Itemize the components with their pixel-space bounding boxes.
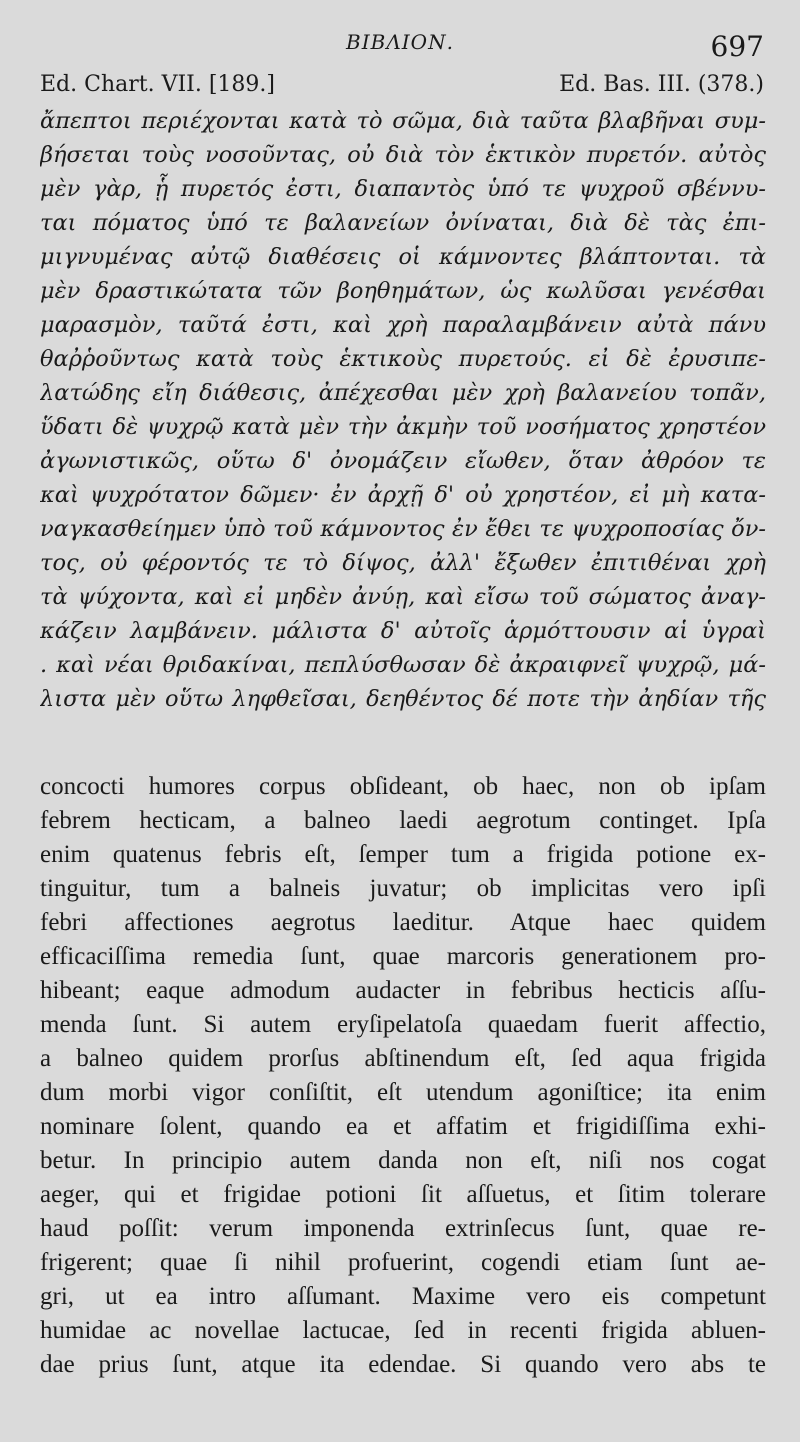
latin-text-line: nominare ſolent, quando ea et affatim et frigidiſſima exhi- bbox=[40, 1113, 766, 1140]
edition-line bbox=[40, 72, 764, 97]
greek-text-line: ναγκασθείημεν ὑπὸ τοῦ κάμνοντος ἐν ἔθει τε ψυχροποσίας ὄν- bbox=[40, 516, 766, 542]
latin-text-line: a balneo quidem prorſus abſtinendum eſt, ſed aqua frigida bbox=[40, 1045, 766, 1072]
edition-basel-reference: Ed. Bas. III. (378.) bbox=[559, 72, 764, 97]
latin-text-line: gri, ut ea intro aſſumant. Maxime vero eis competunt bbox=[40, 1283, 766, 1310]
greek-text-line: ἄπεπτοι περιέχονται κατὰ τὸ σῶμα, διὰ ταῦτα βλαβῆναι συμ- bbox=[40, 108, 766, 134]
greek-text-line: λιστα μὲν οὕτω ληφθεῖσαι, δεηθέντος δέ ποτε τὴν ἀηδίαν τῆς bbox=[40, 686, 766, 712]
latin-text-line: frigerent; quae ſi nihil profuerint, cogendi etiam ſunt ae- bbox=[40, 1249, 766, 1276]
greek-text-line: ται πόματος ὑπό τε βαλανείων ὀνίναται, διὰ δὲ τὰς ἐπι- bbox=[40, 210, 766, 236]
latin-text-line: haud poſſit: verum imponenda extrinſecus ſunt, quae re- bbox=[40, 1215, 766, 1242]
greek-text-line: θαῤῥοῦντως κατὰ τοὺς ἑκτικοὺς πυρετούς. εἰ δὲ ἐρυσιπε- bbox=[40, 346, 766, 372]
running-title: ΒΙΒΛΙΟΝ. bbox=[346, 30, 454, 54]
latin-text-line: aeger, qui et frigidae potioni ſit aſſuetus, et ſitim tolerare bbox=[40, 1181, 766, 1208]
latin-text-line: febrem hecticam, a balneo laedi aegrotum continget. Ipſa bbox=[40, 807, 766, 834]
greek-text-line: μὲν γὰρ, ᾗ πυρετός ἐστι, διαπαντὸς ὑπό τε ψυχροῦ σβέννυ- bbox=[40, 176, 766, 202]
latin-text-line: tinguitur, tum a balneis juvatur; ob implicitas vero ipſi bbox=[40, 875, 766, 902]
greek-text-line: μιγνυμένας αὐτῷ διαθέσεις οἱ κάμνοντες βλάπτονται. τὰ bbox=[40, 244, 766, 270]
latin-text-line: hibeant; eaque admodum audacter in febribus hecticis aſſu- bbox=[40, 977, 766, 1004]
latin-text-line: dum morbi vigor conſiſtit, eſt utendum agoniſtice; ita enim bbox=[40, 1079, 766, 1106]
latin-text-line: dae prius ſunt, atque ita edendae. Si quando vero abs te bbox=[40, 1351, 766, 1378]
greek-text-line: ὕδατι δὲ ψυχρῷ κατὰ μὲν τὴν ἀκμὴν τοῦ νοσήματος χρηστέον bbox=[40, 414, 766, 440]
greek-text-line: κάζειν λαμβάνειν. μάλιστα δ' αὐτοῖς ἁρμόττουσιν αἱ ὑγραὶ bbox=[40, 618, 766, 644]
greek-text-line: . καὶ νέαι θριδακίναι, πεπλύσθωσαν δὲ ἀκραιφνεῖ ψυχρῷ, μά- bbox=[40, 652, 766, 678]
latin-text-block bbox=[40, 770, 766, 1382]
greek-text-line: ἀγωνιστικῶς, οὕτω δ' ὀνομάζειν εἴωθεν, ὅταν ἀθρόον τε bbox=[40, 448, 766, 474]
greek-text-line: τος, οὐ φέροντός τε τὸ δίψος, ἀλλ' ἔξωθεν ἐπιτιθέναι χρὴ bbox=[40, 550, 766, 576]
greek-text-block bbox=[40, 104, 766, 716]
latin-text-line: enim quatenus febris eſt, ſemper tum a frigida potione ex- bbox=[40, 841, 766, 868]
greek-text-line: μαρασμὸν, ταῦτά ἐστι, καὶ χρὴ παραλαμβάνειν αὐτὰ πάνυ bbox=[40, 312, 766, 338]
greek-text-line: τὰ ψύχοντα, καὶ εἰ μηδὲν ἀνύῃ, καὶ εἴσω τοῦ σώματος ἀναγ- bbox=[40, 584, 766, 610]
greek-text-line: λατώδης εἴη διάθεσις, ἀπέχεσθαι μὲν χρὴ βαλανείου τοπᾶν, bbox=[40, 380, 766, 406]
latin-text-line: betur. In principio autem danda non eſt, niſi nos cogat bbox=[40, 1147, 766, 1174]
page-number: 697 bbox=[710, 30, 764, 63]
greek-text-line: καὶ ψυχρότατον δῶμεν· ἐν ἀρχῇ δ' οὐ χρηστέον, εἰ μὴ κατα- bbox=[40, 482, 766, 508]
latin-text-line: efficaciſſima remedia ſunt, quae marcoris generationem pro- bbox=[40, 943, 766, 970]
latin-text-line: humidae ac novellae lactucae, ſed in recenti frigida abluen- bbox=[40, 1317, 766, 1344]
greek-text-line: βήσεται τοὺς νοσοῦντας, οὐ διὰ τὸν ἑκτικὸν πυρετόν. αὐτὸς bbox=[40, 142, 766, 168]
latin-text-line: febri affectiones aegrotus laeditur. Atque haec quidem bbox=[40, 909, 766, 936]
latin-text-line: concocti humores corpus obſideant, ob haec, non ob ipſam bbox=[40, 773, 766, 800]
greek-text-line: μὲν δραστικώτατα τῶν βοηθημάτων, ὡς κωλῦσαι γενέσθαι bbox=[40, 278, 766, 304]
edition-chart-reference: Ed. Chart. VII. [189.] bbox=[40, 72, 275, 97]
latin-text-line: menda ſunt. Si autem eryſipelatoſa quaedam fuerit affectio, bbox=[40, 1011, 766, 1038]
